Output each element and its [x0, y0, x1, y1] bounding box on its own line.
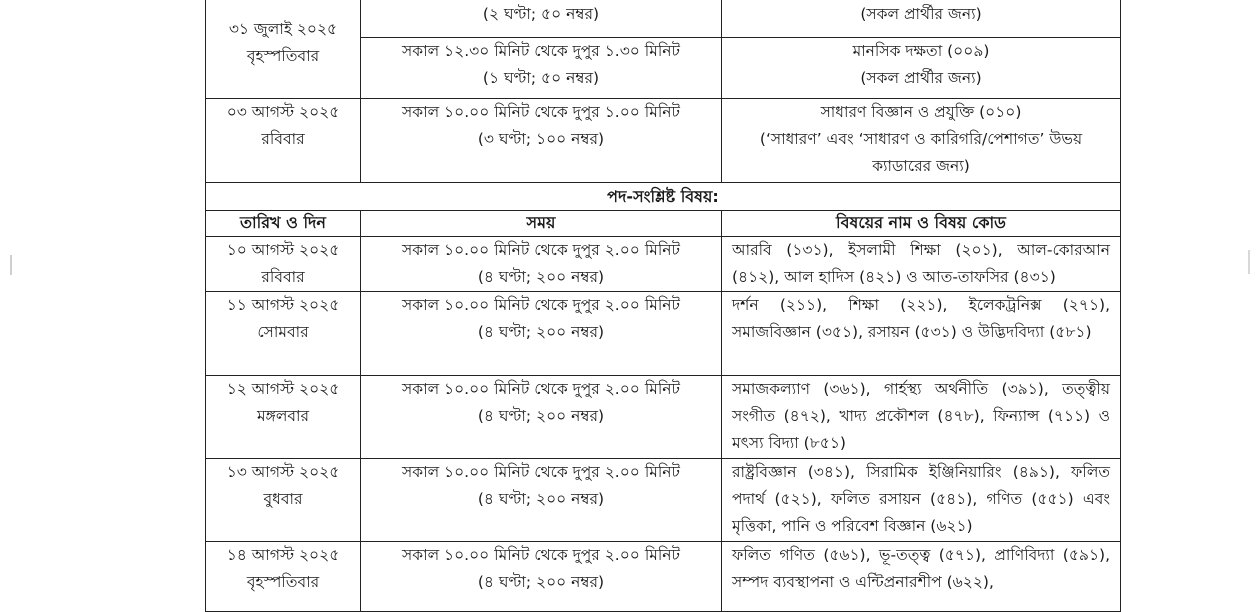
table-row	[206, 542, 1121, 612]
day-text: রবিবার	[261, 268, 305, 286]
table-row	[206, 237, 1121, 292]
scan-edge-mark	[1248, 250, 1250, 274]
date-text: ১০ আগস্ট ২০২৫	[226, 241, 340, 259]
marks-text: (২ ঘণ্টা; ৫০ নম্বর)	[482, 5, 600, 23]
marks-text: (৪ ঘণ্টা; ২০০ নম্বর)	[477, 268, 605, 286]
time-cell	[361, 237, 722, 292]
subject-text: সাধারণ বিজ্ঞান ও প্রযুক্তি (০১০)	[820, 103, 1022, 121]
date-cell	[206, 0, 361, 99]
scan-edge-mark	[10, 255, 12, 275]
time-text: সকাল ১২.৩০ মিনিট থেকে দুপুর ১.৩০ মিনিট	[402, 42, 680, 60]
note-text: (‘সাধারণ’ এবং ‘সাধারণ ও কারিগরি/পেশাগত’ উভয় ক্যাডারের জন্য)	[759, 130, 1083, 175]
subject-cell: দর্শন (২১১), শিক্ষা (২২১), ইলেকট্রনিক্স (২৭১), সমাজবিজ্ঞান (৩৫১), রসায়ন (৫৩১) ও উদ্ভিদবিদ্যা (৫৮১)	[722, 292, 1121, 376]
time-text: সকাল ১০.০০ মিনিট থেকে দুপুর ২.০০ মিনিট	[401, 380, 680, 398]
exam-schedule-table	[205, 0, 1121, 612]
day-text: বৃহস্পতিবার	[246, 46, 320, 65]
date-cell	[206, 459, 361, 542]
day-text: বৃহস্পতিবার	[246, 573, 320, 591]
column-header-time: সময়	[361, 211, 722, 237]
table-row	[206, 459, 1121, 542]
header-row	[206, 211, 1121, 237]
date-text: ১২ আগস্ট ২০২৫	[226, 380, 340, 398]
day-text: সোমবার	[257, 323, 309, 341]
date-text: ১৩ আগস্ট ২০২৫	[226, 463, 340, 481]
column-header-subject: বিষয়ের নাম ও বিষয় কোড	[722, 211, 1121, 237]
time-cell	[361, 459, 722, 542]
time-text: সকাল ১০.০০ মিনিট থেকে দুপুর ১.০০ মিনিট	[402, 103, 680, 121]
time-text: সকাল ১০.০০ মিনিট থেকে দুপুর ২.০০ মিনিট	[401, 463, 680, 481]
date-text: ৩১ জুলাই ২০২৫	[228, 19, 338, 38]
date-cell	[206, 292, 361, 376]
day-text: রবিবার	[261, 130, 305, 148]
date-text: ১৪ আগস্ট ২০২৫	[226, 546, 340, 564]
time-text: সকাল ১০.০০ মিনিট থেকে দুপুর ২.০০ মিনিট	[401, 546, 680, 564]
marks-text: (৪ ঘণ্টা; ২০০ নম্বর)	[477, 490, 605, 508]
column-header-date: তারিখ ও দিন	[206, 211, 361, 237]
date-cell	[206, 542, 361, 612]
marks-text: (৪ ঘণ্টা; ২০০ নম্বর)	[477, 573, 605, 591]
subject-cell: সমাজকল্যাণ (৩৬১), গার্হস্থ্য অর্থনীতি (৩৯১), তত্ত্বীয় সংগীত (৪৭২), খাদ্য প্রকৌশল (৪৭৮), ফিন্যান্স (৭১১) ও মৎস্য বিদ্যা (৮৫১)	[722, 376, 1121, 459]
time-cell	[361, 292, 722, 376]
note-text: (সকল প্রার্থীর জন্য)	[860, 5, 982, 23]
table-row	[206, 99, 1121, 183]
time-cell	[361, 99, 722, 183]
subject-cell: রাষ্ট্রবিজ্ঞান (৩৪১), সিরামিক ইঞ্জিনিয়ারিং (৪৯১), ফলিত পদার্থ (৫২১), ফলিত রসায়ন (৫৪১), গণিত (৫৫১) এবং মৃত্তিকা, পানি ও পরিবেশ বিজ্ঞান (৬২১)	[722, 459, 1121, 542]
time-text: সকাল ১০.০০ মিনিট থেকে দুপুর ২.০০ মিনিট	[401, 296, 680, 314]
date-cell	[206, 376, 361, 459]
marks-text: (৪ ঘণ্টা; ২০০ নম্বর)	[477, 407, 605, 425]
marks-text: (৪ ঘণ্টা; ২০০ নম্বর)	[477, 323, 605, 341]
section-heading: পদ-সংশ্লিষ্ট বিষয়:	[206, 183, 1121, 211]
subject-cell: আরবি (১৩১), ইসলামী শিক্ষা (২০১), আল-কোরআন (৪১২), আল হাদিস (৪২১) ও আত-তাফসির (৪৩১)	[722, 237, 1121, 292]
table-row	[206, 0, 1121, 38]
date-cell	[206, 99, 361, 183]
marks-text: (৩ ঘণ্টা; ১০০ নম্বর)	[477, 130, 605, 148]
date-text: ১১ আগস্ট ২০২৫	[226, 296, 340, 314]
time-cell	[361, 0, 722, 38]
date-text: ০৩ আগস্ট ২০২৫	[226, 103, 340, 121]
subject-cell	[722, 99, 1121, 183]
day-text: বুধবার	[263, 490, 303, 508]
note-text: (সকল প্রার্থীর জন্য)	[860, 69, 982, 87]
day-text: মঙ্গলবার	[256, 407, 310, 425]
subject-cell: ফলিত গণিত (৫৬১), ভূ-তত্ত্ব (৫৭১), প্রাণিবিদ্যা (৫৯১), সম্পদ ব্যবস্থাপনা ও এন্টিপ্রনারশীপ (৬২২),	[722, 542, 1121, 612]
subject-cell	[722, 38, 1121, 99]
subject-text: মানসিক দক্ষতা (০০৯)	[852, 42, 990, 60]
time-text: সকাল ১০.০০ মিনিট থেকে দুপুর ২.০০ মিনিট	[401, 241, 680, 259]
time-cell	[361, 542, 722, 612]
subject-cell	[722, 0, 1121, 38]
marks-text: (১ ঘণ্টা; ৫০ নম্বর)	[482, 69, 600, 87]
section-heading-row	[206, 183, 1121, 211]
time-cell	[361, 376, 722, 459]
time-cell	[361, 38, 722, 99]
table-row	[206, 292, 1121, 376]
table-row	[206, 376, 1121, 459]
date-cell	[206, 237, 361, 292]
